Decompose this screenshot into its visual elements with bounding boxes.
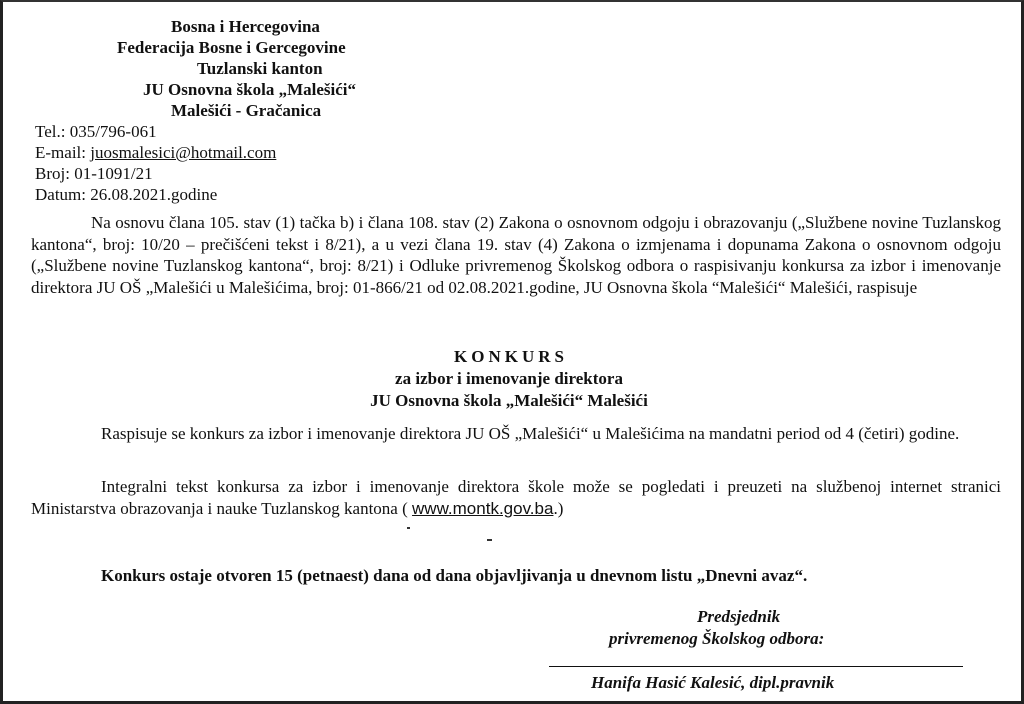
signatory-name: Hanifa Hasić Kalesić, dipl.pravnik bbox=[591, 673, 835, 692]
scan-speck bbox=[487, 539, 492, 541]
intro-paragraph: Na osnovu člana 105. stav (1) tačka b) i člana 108. stav (2) Zakona o osnovnom odgoju i obrazovanju („Službene novine Tuzlanskog kantona“, broj: 10/20 – prečišćeni tekst i 8/21), a u vezi člana 19. stav (4) Zakona o izmjenama i dopunama Zakona o osnovnom odgoju („Službene novine Tuzlanskog kantona“, broj: 8/21) i Odluke privremenog Školskog odbora o raspisivanju konkursa za izbor i imenovanje direktora JU OŠ „Malešići u Malešićima, broj: 01-866/21 od 02.08.2021.godine, JU Osnovna škola “Malešići“ Malešići, raspisuje bbox=[31, 213, 1001, 297]
integral-text: Integralni tekst konkursa za izbor i imenovanje direktora škole može se pogledati i preuzeti na službenoj internet stranici Ministarstva obrazovanja i nauke Tuzlanskog kantona bbox=[31, 477, 1001, 518]
letterhead-location: Malešići - Gračanica bbox=[171, 101, 322, 120]
signature-line bbox=[549, 666, 963, 667]
konkurs-subtitle-1: za izbor i imenovanje direktora bbox=[395, 369, 623, 388]
letterhead-federation: Federacija Bosne i Gercegovine bbox=[117, 38, 346, 57]
letterhead bbox=[113, 16, 356, 121]
letterhead-school: JU Osnovna škola „Malešići“ bbox=[143, 80, 356, 99]
integral-text-paragraph bbox=[31, 476, 1001, 519]
konkurs-title: KONKURS bbox=[454, 347, 568, 366]
signature-board: privremenog Školskog odbora: bbox=[609, 629, 825, 648]
email-line bbox=[35, 142, 276, 163]
document-date: Datum: 26.08.2021.godine bbox=[35, 185, 218, 204]
scan-speck bbox=[407, 527, 410, 529]
announcement-paragraph: Raspisuje se konkurs za izbor i imenovanje direktora JU OŠ „Malešići“ u Malešićima na mandatni period od 4 (četiri) godine. bbox=[101, 424, 960, 443]
konkurs-subtitle-2: JU Osnovna škola „Malešići“ Malešići bbox=[370, 391, 648, 410]
signature-title: Predsjednik bbox=[697, 607, 781, 626]
contact-block bbox=[35, 121, 276, 205]
deadline-paragraph: Konkurs ostaje otvoren 15 (petnaest) dana od dana objavljivanja u dnevnom listu „Dnevni avaz“. bbox=[101, 566, 808, 585]
url-close-paren: .) bbox=[553, 498, 564, 518]
ministry-url-link[interactable]: www.montk.gov.ba bbox=[412, 498, 554, 518]
letterhead-canton: Tuzlanski kanton bbox=[197, 59, 323, 78]
phone-number: Tel.: 035/796-061 bbox=[35, 122, 157, 141]
email-label: E-mail: bbox=[35, 143, 91, 162]
letterhead-country: Bosna i Hercegovina bbox=[171, 17, 320, 36]
email-address-link[interactable]: juosmalesici@hotmail.com bbox=[90, 143, 277, 162]
document-number: Broj: 01-1091/21 bbox=[35, 164, 153, 183]
url-open-paren: ( bbox=[402, 498, 413, 518]
